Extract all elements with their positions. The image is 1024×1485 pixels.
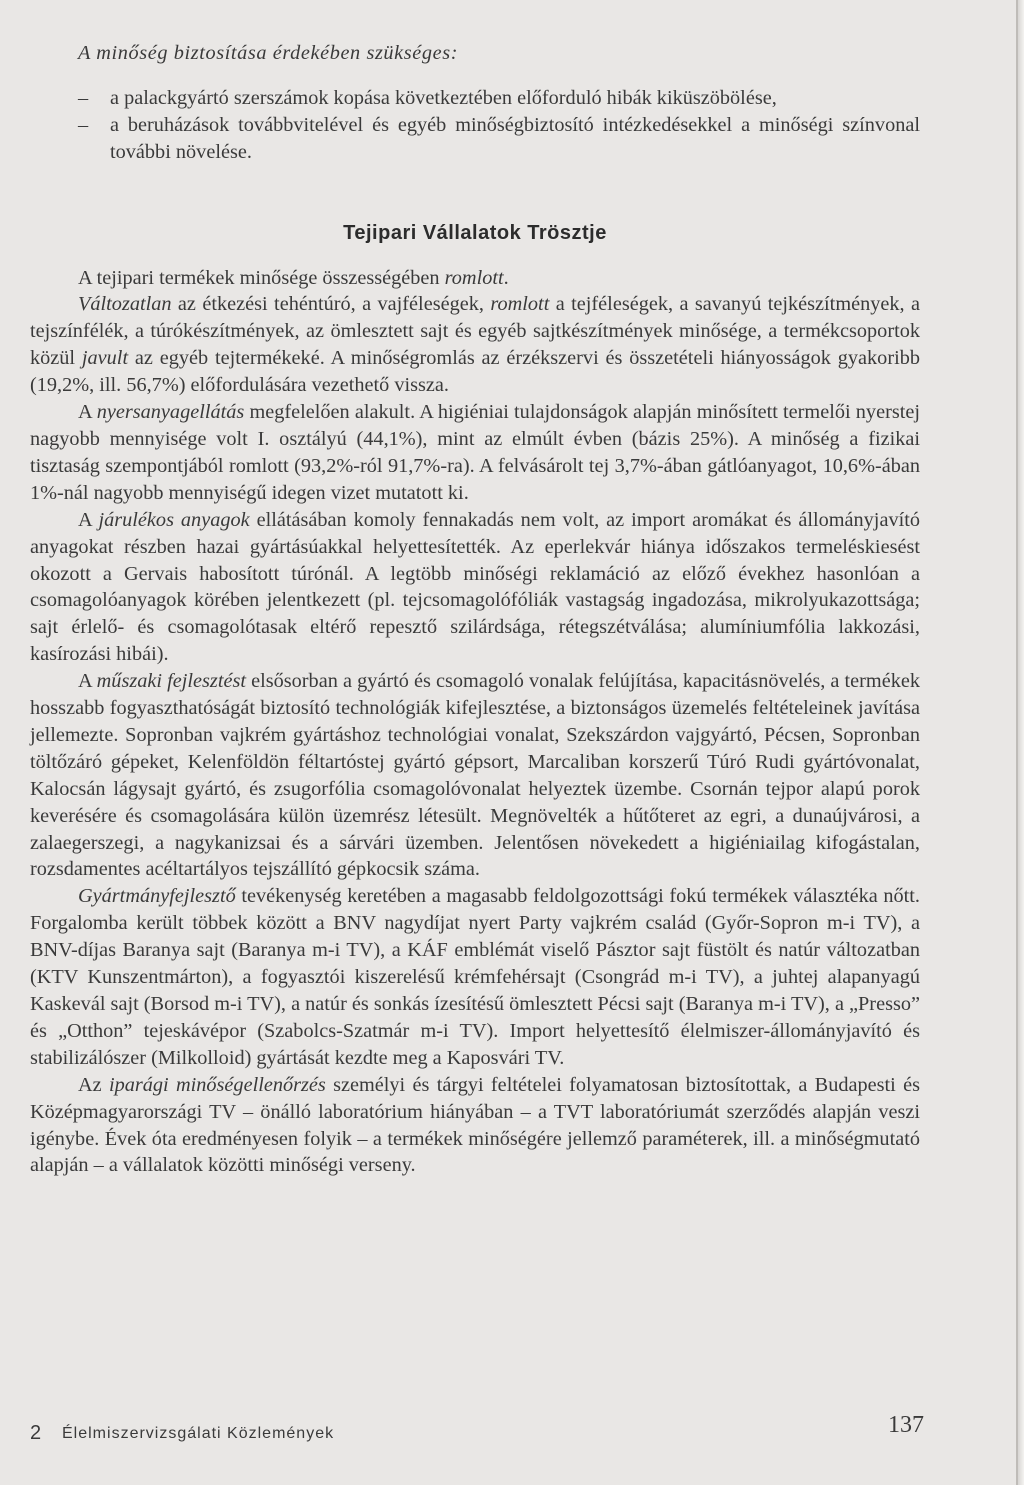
bullet-list — [30, 85, 920, 166]
journal-title: Élelmiszervizsgálati Közlemények — [62, 1425, 335, 1442]
list-item: – a palackgyártó szerszámok kopása következtében előforduló hibák kiküszöbölése, — [30, 85, 920, 112]
intro-line: A minőség biztosítása érdekében szükséges: — [78, 42, 459, 64]
issue-number: 2 — [30, 1422, 42, 1444]
paragraph: Az iparági minőségellenőrzés személyi és tárgyi feltételei folyamatosan biztosítottak, a Budapesti és Középmagyarországi TV – önálló laboratórium hiányában – a TVT laboratóriumát szerződés alapján veszi igénybe. Évek óta eredményesen folyik – a termékek minőségére jellemző paraméterek, ill. a minőségmutató alapján – a vállalatok közötti minőségi verseny. — [30, 1073, 920, 1177]
paragraphs — [30, 265, 920, 1180]
page-number: 137 — [888, 1412, 924, 1438]
paragraph: Gyártmányfejlesztő tevékenység keretében a magasabb feldolgozottsági fokú termékek választéka nőtt. Forgalomba került többek között a BNV nagydíjat nyert Party vajkrém család (Győr-Sopron m-i TV), a BNV-díjas Baranya sajt (Baranya m-i TV), a KÁF emblémát viselő Pásztor sajt füstölt és natúr változatban (KTV Kunszentmárton), a fogyasztói kiszerelésű krémfehérsajt (Csongrád m-i TV), a juhtej alapanyagú Kaskevál sajt (Borsod m-i TV), a natúr és sonkás ízesítésű ömlesztett Pécsi sajt (Baranya m-i TV), a „Presso” és „Otthon” tejeskávépor (Szabolcs-Szatmár m-i TV). Import helyettesítő élelmiszer-állományjavító és stabilizálószer (Milkolloid) gyártását kezdte meg a Kaposvári TV. — [30, 885, 920, 1069]
paragraph: A tejipari termékek minősége összességében romlott. — [78, 266, 509, 289]
dash-icon: – — [78, 86, 89, 109]
dash-icon: – — [78, 113, 89, 136]
list-item: – a beruházások továbbvitelével és egyéb minőségbiztosító intézkedésekkel a minőségi színvonal további növelése. — [78, 113, 920, 163]
page-footer — [30, 1412, 924, 1452]
paragraph: A nyersanyagellátás megfelelően alakult. A higiéniai tulajdonságok alapján minősített termelői nyerstej nagyobb mennyisége volt I. osztályú (44,1%), mint az elmúlt évben (bázis 25%). A minőség a fizikai tisztaság szempontjából romlott (93,2%-ról 91,7%-ra). A felvásárolt tej 3,7%-ában gátlóanyagot, 10,6%-ában 1%-nál nagyobb mennyiségű idegen vizet mutatott ki. — [30, 401, 920, 504]
page-edge — [1016, 0, 1024, 1485]
document-body — [30, 40, 920, 1179]
section-heading: Tejipari Vállalatok Trösztje — [343, 221, 607, 244]
paragraph: Változatlan az étkezési tehéntúró, a vajféleségek, romlott a tejféleségek, a savanyú tejkészítmények, a tejszínfélék, a túrókészítmények, az ömlesztett sajt és egyéb sajtkészítmények minősége, a termékcsoportok közül javult az egyéb tejtermékeké. A minőségromlás az érzékszervi és összetételi hiányosságok gyakoribb (19,2%, ill. 56,7%) előfordulására vezethető vissza. — [30, 293, 920, 397]
paragraph: A járulékos anyagok ellátásában komoly fennakadás nem volt, az import aromákat és állományjavító anyagokat részben hazai gyártásúakkal helyettesítették. Az eperlekvár hiánya időszakos termeléskiesést okozott a Gervais habosított túrónál. A legtöbb minőségi reklamáció az előző évekhez hasonlóan a csomagolóanyagok körében jelentkezett (pl. tejcsomagolófóliák vastagság ingadozása, mikrolyukazottsága; sajt érlelő- és csomagolótasak eltérő repesztő szilárdsága, rétegszétválása; alumíniumfólia lakkozási, kasírozási hibái). — [30, 508, 920, 666]
paragraph: A műszaki fejlesztést elsősorban a gyártó és csomagoló vonalak felújítása, kapacitásnövelés, a termékek hosszabb fogyaszthatóságát biztosító technológiák kifejlesztése, a biztonságos üzemelés feltételeinek javítása jellemezte. Sopronban vajkrém gyártáshoz technológiai vonalat, Szekszárdon vajgyártó, Pécsen, Sopronban töltőzáró gépeket, Kelenföldön féltartóstej gyártó gépsort, Marcaliban korszerű Túró Rudi gyártóvonalat, Kalocsán lágysajt gyártó, és zsugorfólia csomagolóvonalat helyeztek üzembe. Csornán tejpor alapú porok keverésére és csomagolására külön üzemrész létesült. Megnövelték a hűtőteret az egri, a dunaújvárosi, a zalaegerszegi, a nagykanizsai és a sárvári üzemben. Jelentősen növekedett a higiéniailag kifogástalan, rozsdamentes acéltartályos tejszállító gépkocsik száma. — [30, 670, 920, 881]
